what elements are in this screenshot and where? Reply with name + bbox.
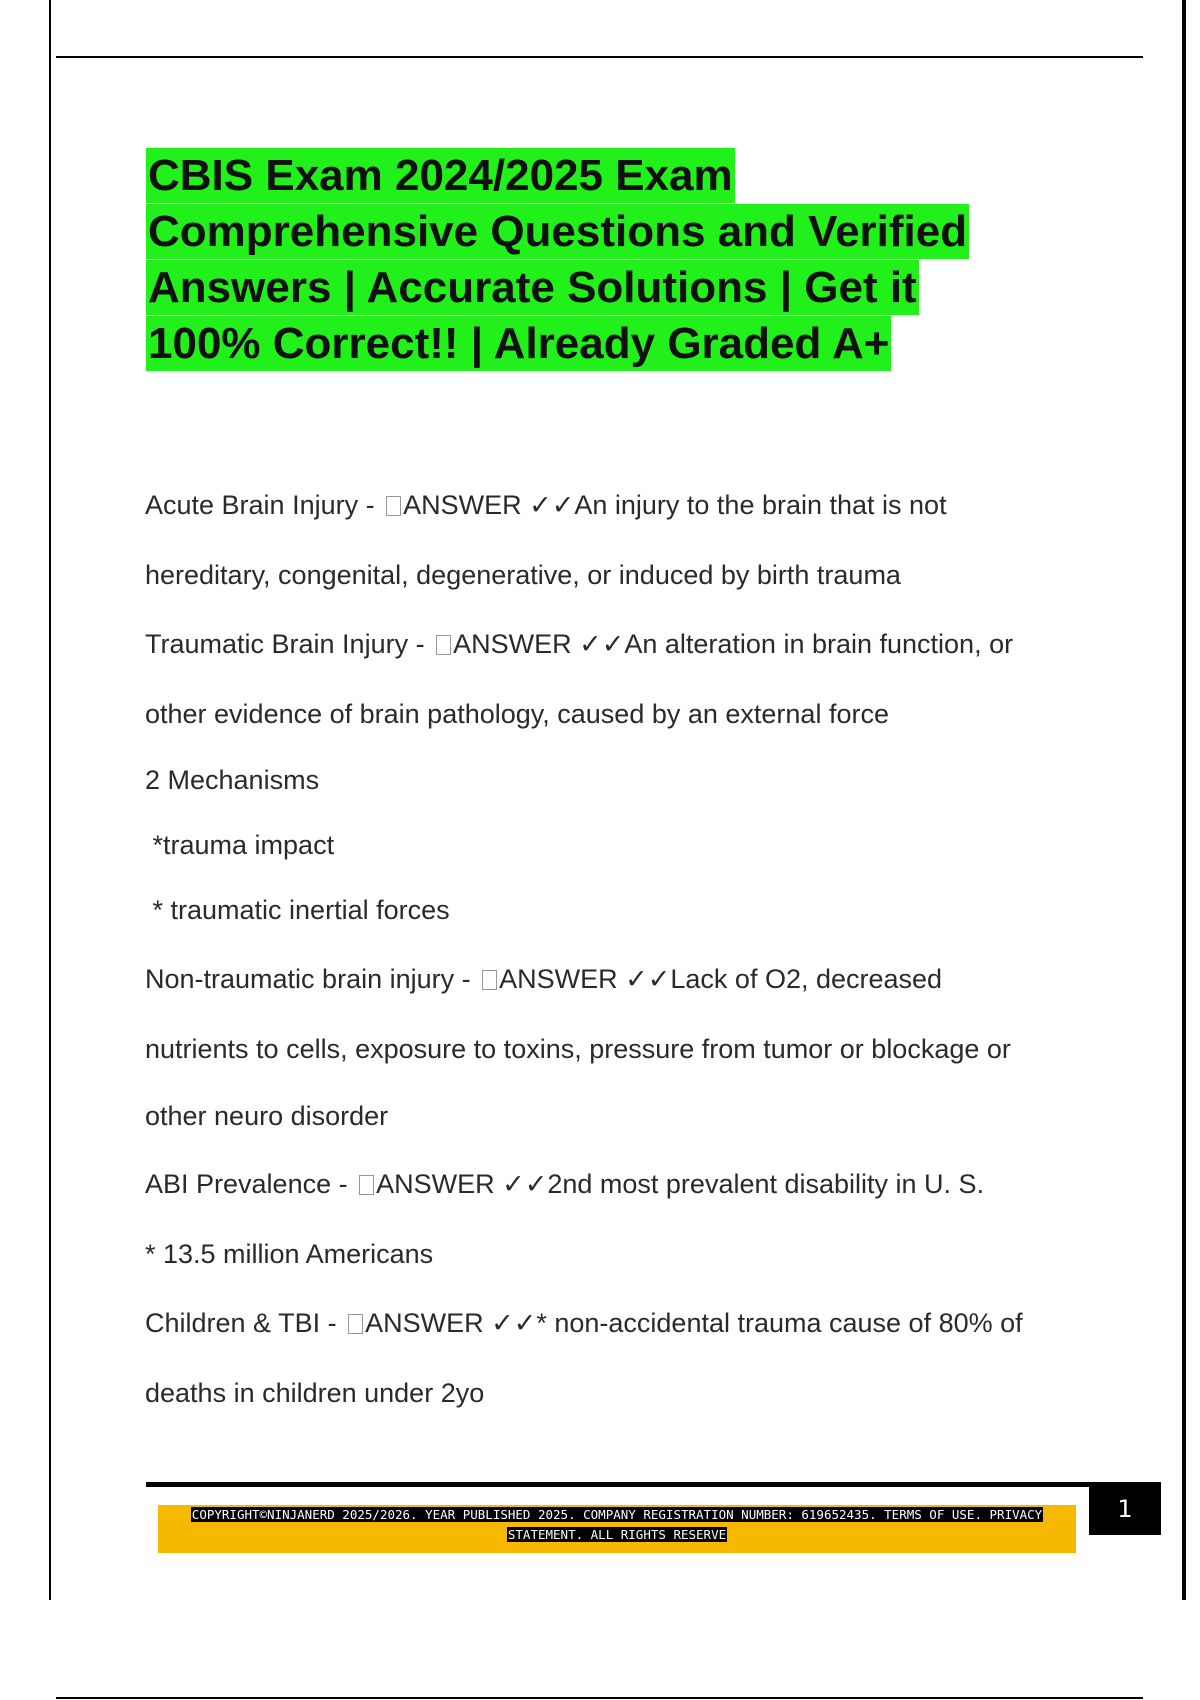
title-line: 100% Correct!! | Already Graded A+ — [146, 316, 891, 371]
answer-continuation: * traumatic inertial forces — [145, 895, 450, 925]
answer-marker: ANSWER ✓✓ — [403, 490, 575, 520]
document-title — [146, 148, 1086, 372]
page-number: 1 — [1089, 1482, 1161, 1535]
answer-text: * non-accidental trauma cause of 80% of — [536, 1308, 1023, 1338]
qa-entry-acute-brain-injury — [145, 490, 947, 521]
answer-continuation: other neuro disorder — [145, 1101, 389, 1131]
footer-rule — [146, 1482, 1090, 1487]
term: Non-traumatic brain injury - — [145, 964, 479, 994]
missing-glyph-icon — [359, 1175, 374, 1195]
missing-glyph-icon — [386, 496, 401, 516]
missing-glyph-icon — [436, 635, 451, 655]
answer-continuation: *trauma impact — [145, 830, 335, 860]
answer-continuation: 2 Mechanisms — [145, 765, 320, 795]
answer-continuation: * 13.5 million Americans — [145, 1239, 434, 1269]
answer-continuation: nutrients to cells, exposure to toxins, pressure from tumor or blockage or — [145, 1034, 1011, 1064]
next-page-rule — [56, 1697, 1143, 1699]
qa-entry-traumatic-brain-injury — [145, 629, 1013, 660]
copyright-line: COPYRIGHT©NINJANERD 2025/2026. YEAR PUBLISHED 2025. COMPANY REGISTRATION NUMBER: 619652435. TERMS OF USE. PRIVACY — [191, 1507, 1043, 1522]
answer-continuation: deaths in children under 2yo — [145, 1378, 485, 1408]
answer-text: Lack of O2, decreased — [670, 964, 943, 994]
answer-continuation: other evidence of brain pathology, caused by an external force — [145, 699, 889, 729]
answer-marker: ANSWER ✓✓ — [376, 1169, 548, 1199]
missing-glyph-icon — [482, 970, 497, 990]
page-border-left — [49, 0, 51, 1600]
answer-continuation: hereditary, congenital, degenerative, or induced by birth trauma — [145, 560, 901, 590]
page-border-right — [1182, 0, 1186, 1600]
missing-glyph-icon — [348, 1314, 363, 1334]
term: ABI Prevalence - — [145, 1169, 356, 1199]
answer-text: An injury to the brain that is not — [574, 490, 947, 520]
header-rule — [56, 56, 1143, 58]
qa-entry-non-traumatic-brain-injury — [145, 964, 942, 995]
answer-marker: ANSWER ✓✓ — [499, 964, 671, 994]
term: Children & TBI - — [145, 1308, 345, 1338]
title-line: Comprehensive Questions and Verified — [146, 204, 969, 259]
answer-marker: ANSWER ✓✓ — [365, 1308, 537, 1338]
answer-text: An alteration in brain function, or — [624, 629, 1014, 659]
qa-entry-children-tbi — [145, 1308, 1023, 1339]
qa-entry-abi-prevalence — [145, 1169, 984, 1200]
copyright-notice — [158, 1505, 1076, 1553]
term: Traumatic Brain Injury - — [145, 629, 433, 659]
answer-marker: ANSWER ✓✓ — [453, 629, 625, 659]
title-line: Answers | Accurate Solutions | Get it — [146, 260, 919, 315]
title-line: CBIS Exam 2024/2025 Exam — [146, 148, 735, 203]
answer-text: 2nd most prevalent disability in U. S. — [547, 1169, 985, 1199]
copyright-line: STATEMENT. ALL RIGHTS RESERVE — [507, 1527, 727, 1542]
term: Acute Brain Injury - — [145, 490, 383, 520]
